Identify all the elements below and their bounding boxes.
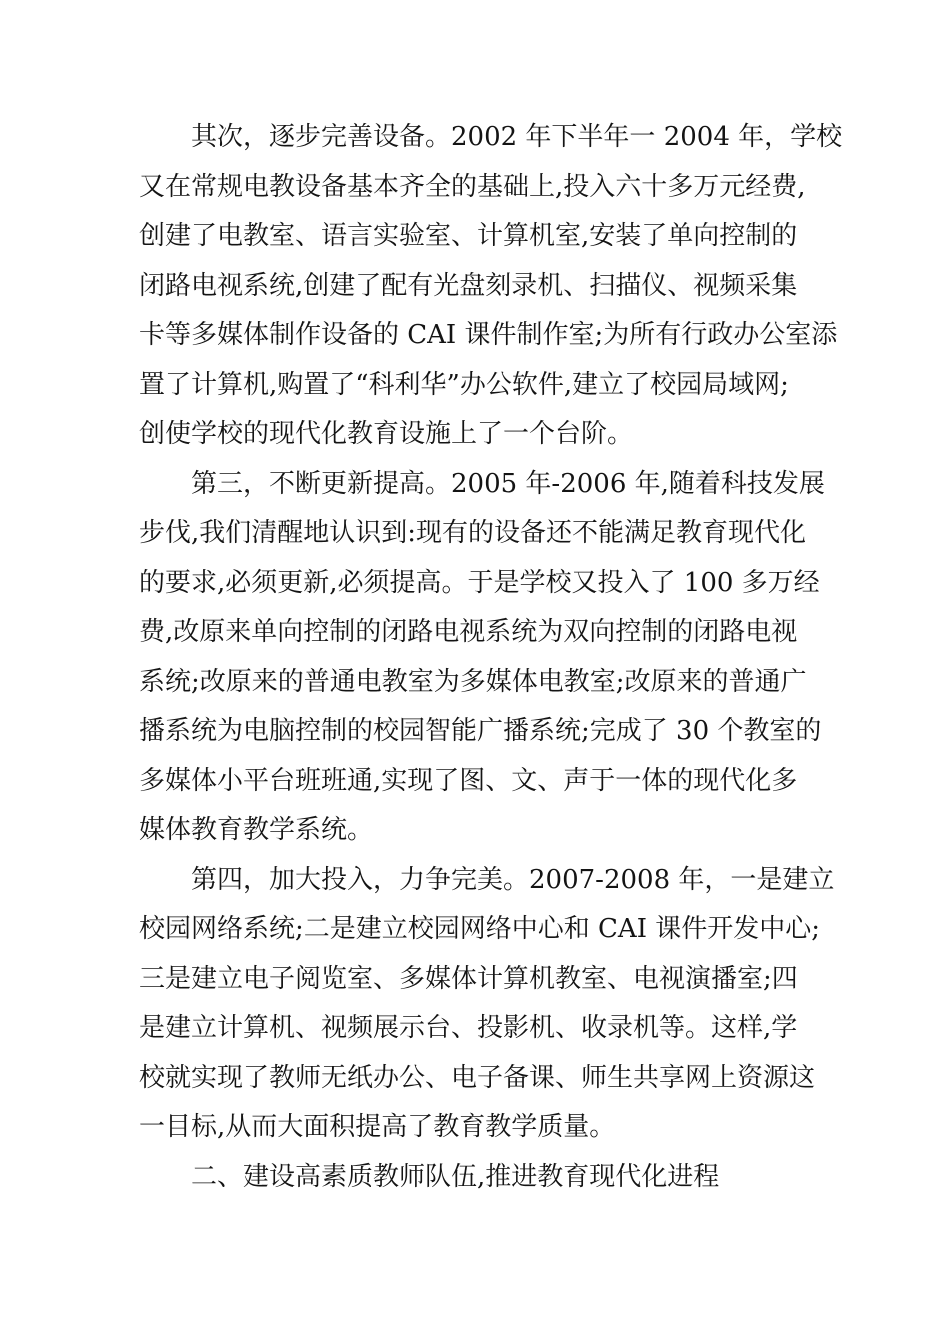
text-line: 第三，不断更新提高。2005 年-2006 年,随着科技发展: [191, 468, 825, 499]
text-line: 费,改原来单向控制的闭路电视系统为双向控制的闭路电视: [139, 617, 798, 647]
text-line: 一目标,从而大面积提高了教育教学质量。: [139, 1112, 616, 1142]
text-line: 闭路电视系统,创建了配有光盘刻录机、扫描仪、视频采集: [139, 270, 798, 301]
text-line: 播系统为电脑控制的校园智能广播系统;完成了 30 个教室的: [139, 716, 822, 746]
text-line: 创使学校的现代化教育设施上了一个台阶。: [139, 419, 634, 449]
paragraph-increased-investment: [139, 856, 835, 1153]
text-line: 校就实现了教师无纸办公、电子备课、师生共享网上资源这: [139, 1062, 816, 1093]
text-line: 是建立计算机、视频展示台、投影机、收录机等。这样,学: [139, 1013, 798, 1043]
text-line: 校园网络系统;二是建立校园网络中心和 CAI 课件开发中心;: [139, 914, 820, 944]
text-line: 第四，加大投入，力争完美。2007-2008 年，一是建立: [191, 864, 835, 895]
text-line: 置了计算机,购置了“科利华”办公软件,建立了校园局域网;: [139, 369, 789, 400]
section-heading: [139, 1153, 819, 1203]
text-line: 其次，逐步完善设备。2002 年下半年一 2004 年，学校: [191, 122, 843, 152]
text-line: 三是建立电子阅览室、多媒体计算机教室、电视演播室;四: [139, 963, 798, 994]
section-heading-text: 二、建设高素质教师队伍,推进教育现代化进程: [191, 1161, 720, 1192]
text-line: 的要求,必须更新,必须提高。于是学校又投入了 100 多万经: [139, 567, 820, 598]
text-line: 多媒体小平台班班通,实现了图、文、声于一体的现代化多: [139, 765, 798, 796]
text-line: 创建了电教室、语言实验室、计算机室,安装了单向控制的: [139, 221, 798, 251]
text-line: 卡等多媒体制作设备的 CAI 课件制作室;为所有行政办公室添: [139, 320, 838, 350]
paragraph-equipment-improvement: [139, 113, 843, 460]
text-line: 媒体教育教学系统。: [139, 815, 374, 845]
text-line: 又在常规电教设备基本齐全的基础上,投入六十多万元经费,: [139, 171, 806, 202]
paragraph-continuous-update: [139, 460, 825, 856]
text-line: 系统;改原来的普通电教室为多媒体电教室;改原来的普通广: [139, 666, 807, 697]
document-body: [139, 113, 843, 1202]
text-line: 步伐,我们清醒地认识到:现有的设备还不能满足教育现代化: [139, 518, 807, 548]
